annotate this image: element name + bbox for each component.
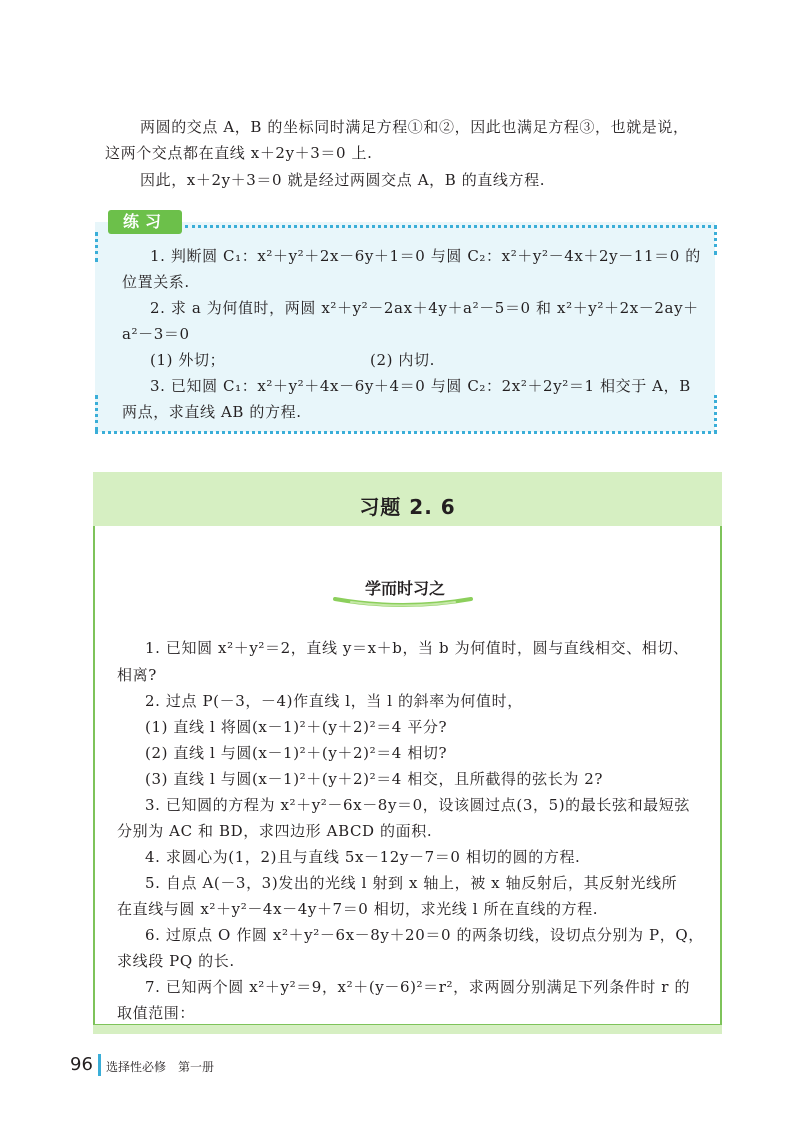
practice-border-left	[95, 395, 98, 431]
exercise-line: 求线段 PQ 的长.	[117, 952, 235, 970]
exercise-line: (1) 直线 l 将圆(x－1)²＋(y＋2)²＝4 平分?	[145, 718, 448, 736]
exercise-line: 2. 过点 P(－3，－4)作直线 l，当 l 的斜率为何值时，	[145, 692, 523, 710]
practice-tab: 练习	[108, 210, 182, 234]
exercise-title: 习题 2. 6	[359, 495, 456, 519]
practice-line: 位置关系.	[122, 273, 190, 291]
exercise-line: 在直线与圆 x²＋y²－4x－4y＋7＝0 相切，求光线 l 所在直线的方程.	[117, 900, 599, 918]
exercise-bottom-bar	[93, 1024, 722, 1034]
exercise-line: 相离?	[117, 666, 157, 684]
exercise-line: 3. 已知圆的方程为 x²＋y²－6x－8y＝0，设该圆过点(3，5)的最长弦和最短弦	[145, 796, 690, 814]
practice-border-top	[185, 225, 717, 228]
subtitle-swoosh	[333, 595, 473, 609]
page-number: 96	[70, 1054, 93, 1075]
exercise-line: 5. 自点 A(－3，3)发出的光线 l 射到 x 轴上，被 x 轴反射后，其反射光线所	[145, 874, 678, 892]
exercise-line: 7. 已知两个圆 x²＋y²＝9，x²＋(y－6)²＝r²，求两圆分别满足下列条件时 r 的	[145, 978, 691, 996]
practice-line: (2) 内切.	[370, 351, 435, 369]
exercise-line: (3) 直线 l 与圆(x－1)²＋(y＋2)²＝4 相交，且所截得的弦长为 2?	[145, 770, 604, 788]
exercise-line: 取值范围：	[117, 1004, 196, 1022]
practice-border-bottom	[95, 431, 717, 434]
exercise-line: 4. 求圆心为(1，2)且与直线 5x－12y－7＝0 相切的圆的方程.	[145, 848, 581, 866]
book-title: 选择性必修 第一册	[106, 1060, 215, 1074]
exercise-line: 1. 已知圆 x²＋y²＝2，直线 y＝x＋b，当 b 为何值时，圆与直线相交、相切、	[145, 639, 689, 657]
exercise-line: (2) 直线 l 与圆(x－1)²＋(y＋2)²＝4 相切?	[145, 744, 448, 762]
intro-line-1: 两圆的交点 A，B 的坐标同时满足方程①和②，因此也满足方程③，也就是说，	[140, 118, 689, 136]
practice-line: a²－3＝0	[122, 325, 190, 343]
practice-line: 1. 判断圆 C₁：x²＋y²＋2x－6y＋1＝0 与圆 C₂：x²＋y²－4x＋2y－11＝0 的	[150, 247, 701, 265]
practice-line: 两点，求直线 AB 的方程.	[122, 403, 302, 421]
intro-line-2: 这两个交点都在直线 x＋2y＋3＝0 上.	[105, 144, 373, 162]
practice-border-left	[95, 232, 98, 262]
practice-line: (1) 外切；	[150, 351, 226, 369]
exercise-line: 分别为 AC 和 BD，求四边形 ABCD 的面积.	[117, 822, 433, 840]
footer-divider	[98, 1054, 101, 1076]
exercise-line: 6. 过原点 O 作圆 x²＋y²－6x－8y＋20＝0 的两条切线，设切点分别为 P，Q，	[145, 926, 704, 944]
practice-line: 3. 已知圆 C₁：x²＋y²＋4x－6y＋4＝0 与圆 C₂：2x²＋2y²＝1 相交于 A，B	[150, 377, 691, 395]
exercise-subtitle: 学而时习之	[364, 579, 445, 598]
practice-border-right	[714, 225, 717, 255]
intro-line-3: 因此，x＋2y＋3＝0 就是经过两圆交点 A，B 的直线方程.	[140, 171, 546, 189]
practice-border-right	[714, 395, 717, 433]
practice-line: 2. 求 a 为何值时，两圆 x²＋y²－2ax＋4y＋a²－5＝0 和 x²＋y²＋2x－2ay＋	[150, 299, 699, 317]
